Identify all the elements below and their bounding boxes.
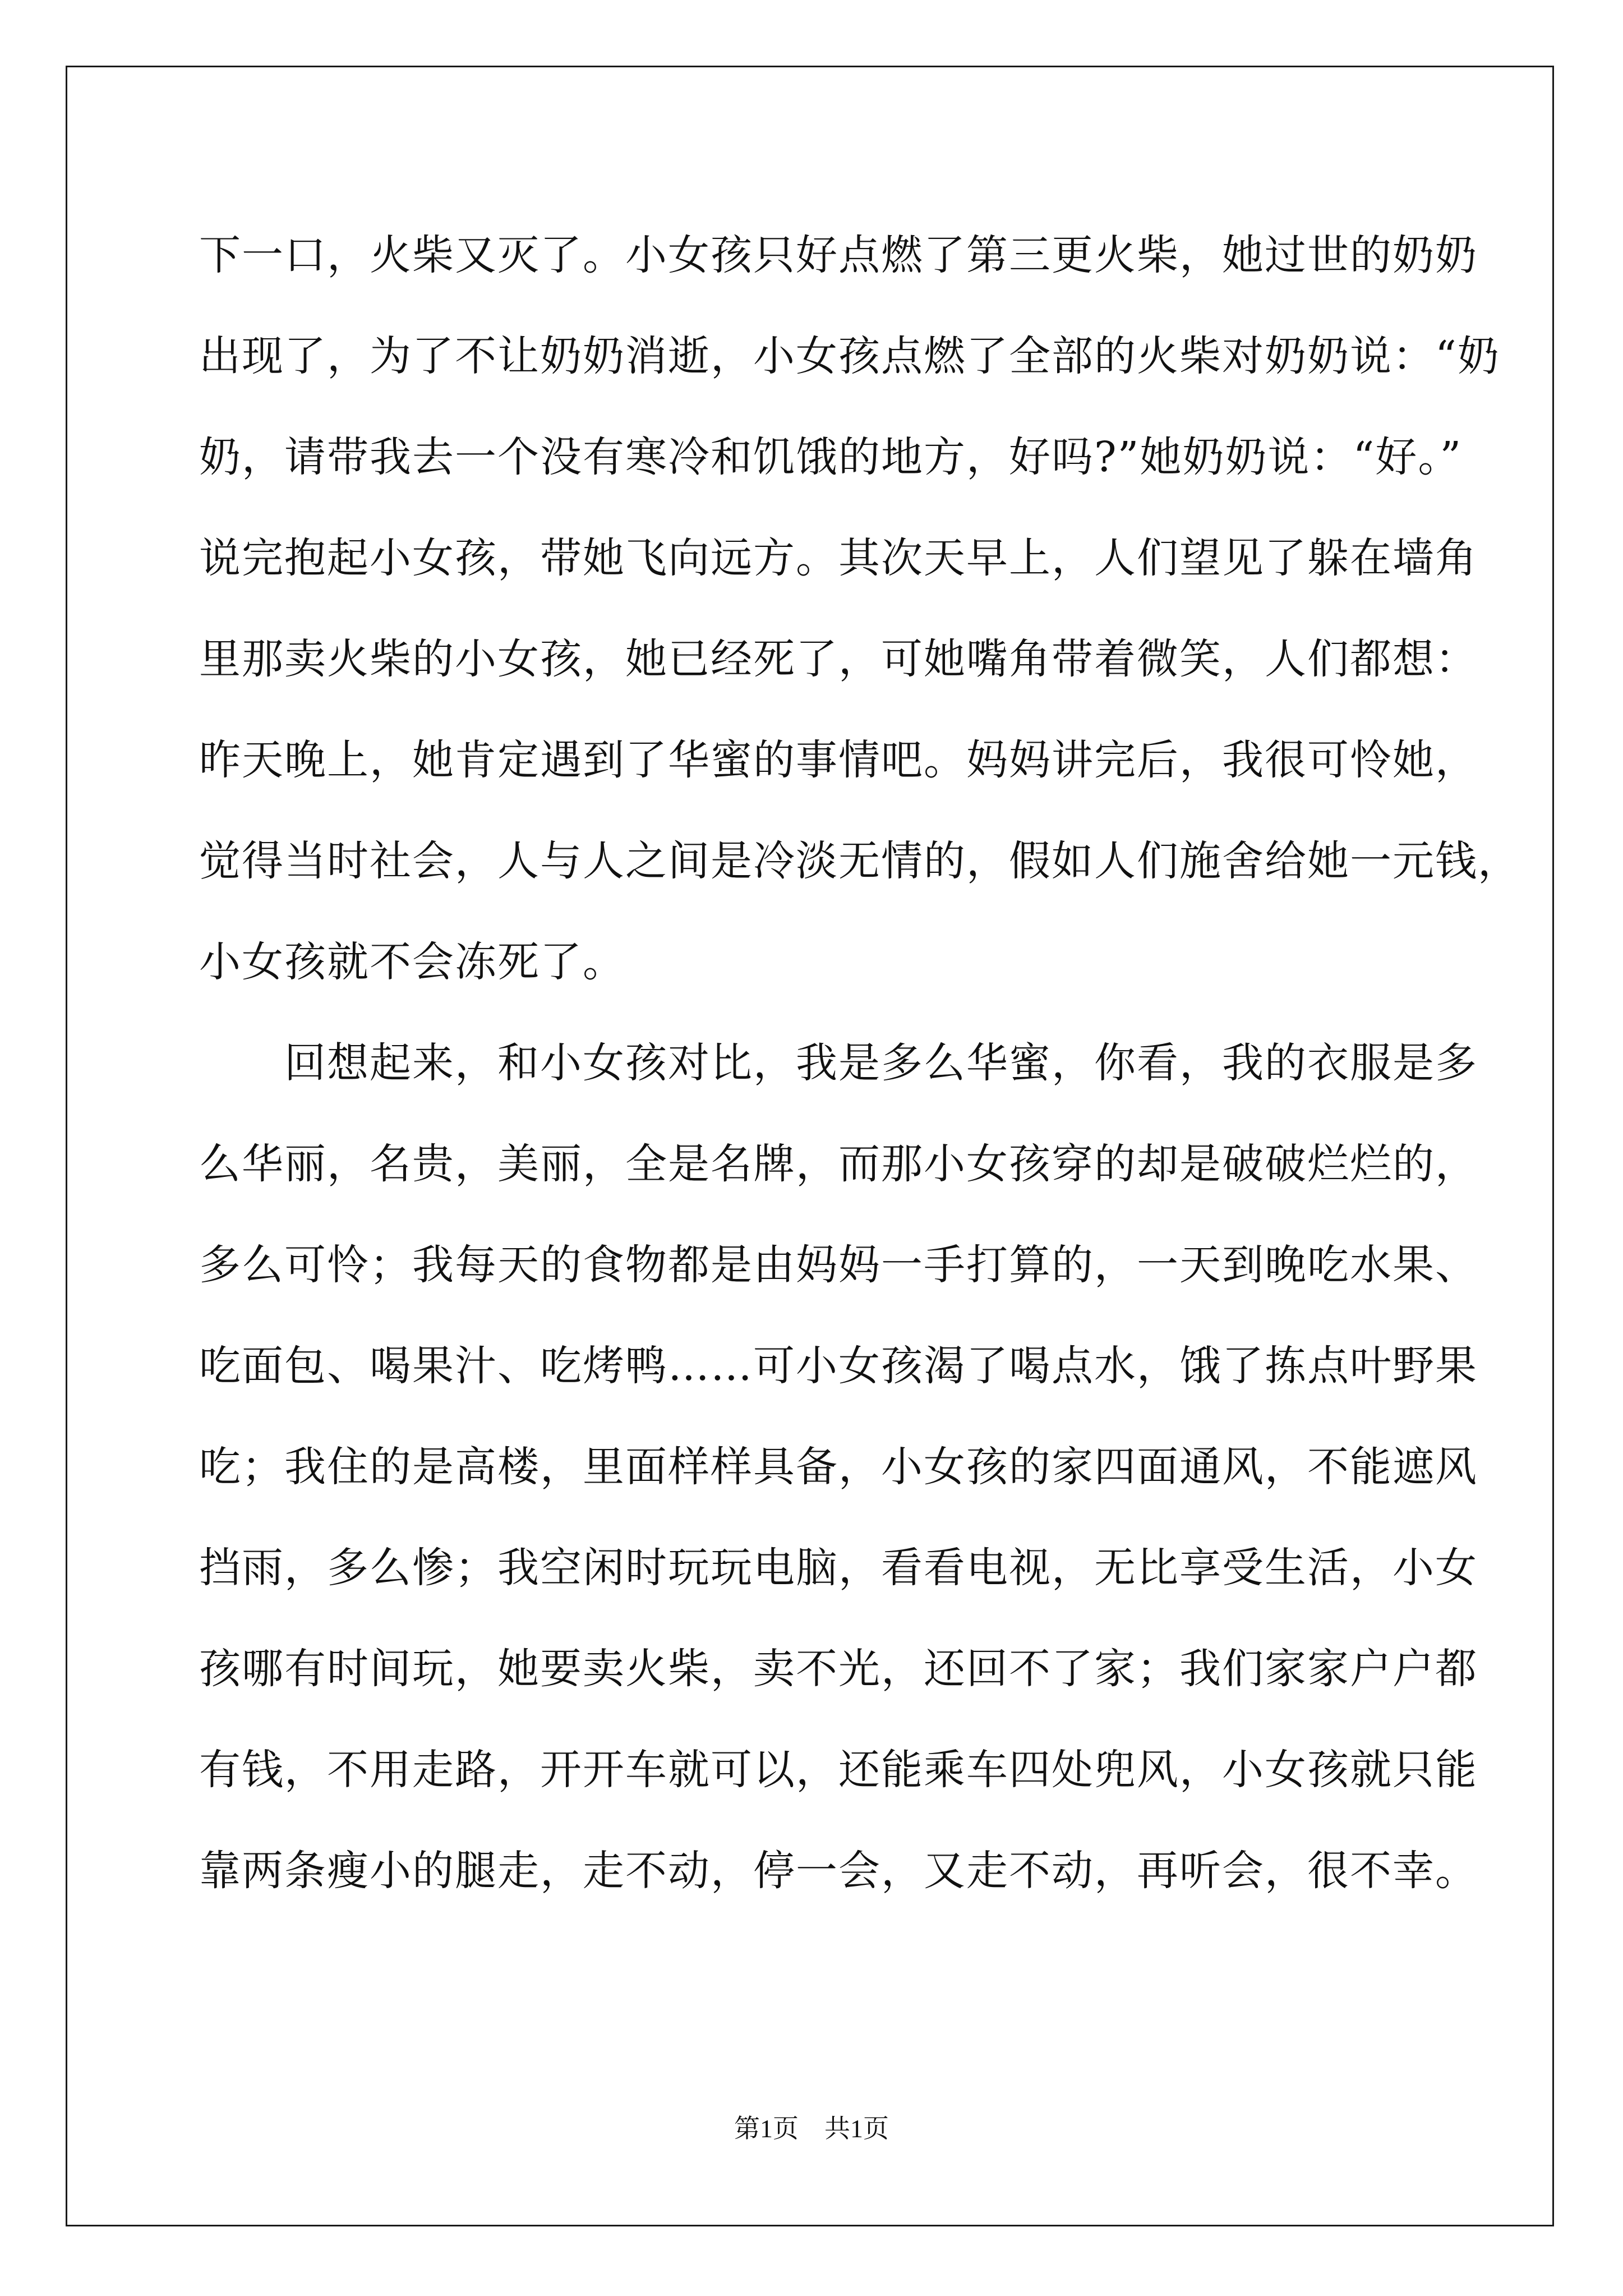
text-line: 吃；我住的是高楼，里面样样具备，小女孩的家四面通风，不能遮风 [199,1443,1478,1491]
text-line: 吃面包、喝果汁、吃烤鸭……可小女孩渴了喝点水，饿了拣点叶野果 [199,1342,1478,1390]
page-number: 第1页 共1页 [734,2114,889,2143]
text-line: 多么可怜；我每天的食物都是由妈妈一手打算的，一天到晚吃水果、 [199,1241,1478,1289]
text-line: 回想起来，和小女孩对比，我是多么华蜜，你看，我的衣服是多 [199,1039,1478,1087]
text-line: 奶，请带我去一个没有寒冷和饥饿的地方，好吗?”她奶奶说：“好。” [199,433,1463,481]
text-line: 孩哪有时间玩，她要卖火柴，卖不光，还回不了家；我们家家户户都 [199,1645,1478,1693]
text-line: 有钱，不用走路，开开车就可以，还能乘车四处兜风，小女孩就只能 [199,1746,1478,1794]
text-line: 昨天晚上，她肯定遇到了华蜜的事情吧。妈妈讲完后，我很可怜她， [199,736,1478,784]
text-line: 挡雨，多么惨；我空闲时玩玩电脑，看看电视，无比享受生活，小女 [199,1544,1478,1592]
text-line: 靠两条瘦小的腿走，走不动，停一会，又走不动，再听会，很不幸。 [199,1847,1478,1895]
text-line: 下一口，火柴又灭了。小女孩只好点燃了第三更火柴，她过世的奶奶 [199,231,1478,279]
text-line: 小女孩就不会冻死了。 [199,938,625,986]
text-line: 出现了，为了不让奶奶消逝，小女孩点燃了全部的火柴对奶奶说：“奶 [199,332,1500,380]
text-line: 说完抱起小女孩，带她飞向远方。其次天早上，人们望见了躲在墙角 [199,534,1478,582]
text-line: 里那卖火柴的小女孩，她已经死了，可她嘴角带着微笑，人们都想： [199,635,1478,683]
text-line: 觉得当时社会，人与人之间是冷淡无情的，假如人们施舍给她一元钱， [199,837,1520,885]
text-line: 么华丽，名贵，美丽，全是名牌，而那小女孩穿的却是破破烂烂的， [199,1140,1478,1188]
